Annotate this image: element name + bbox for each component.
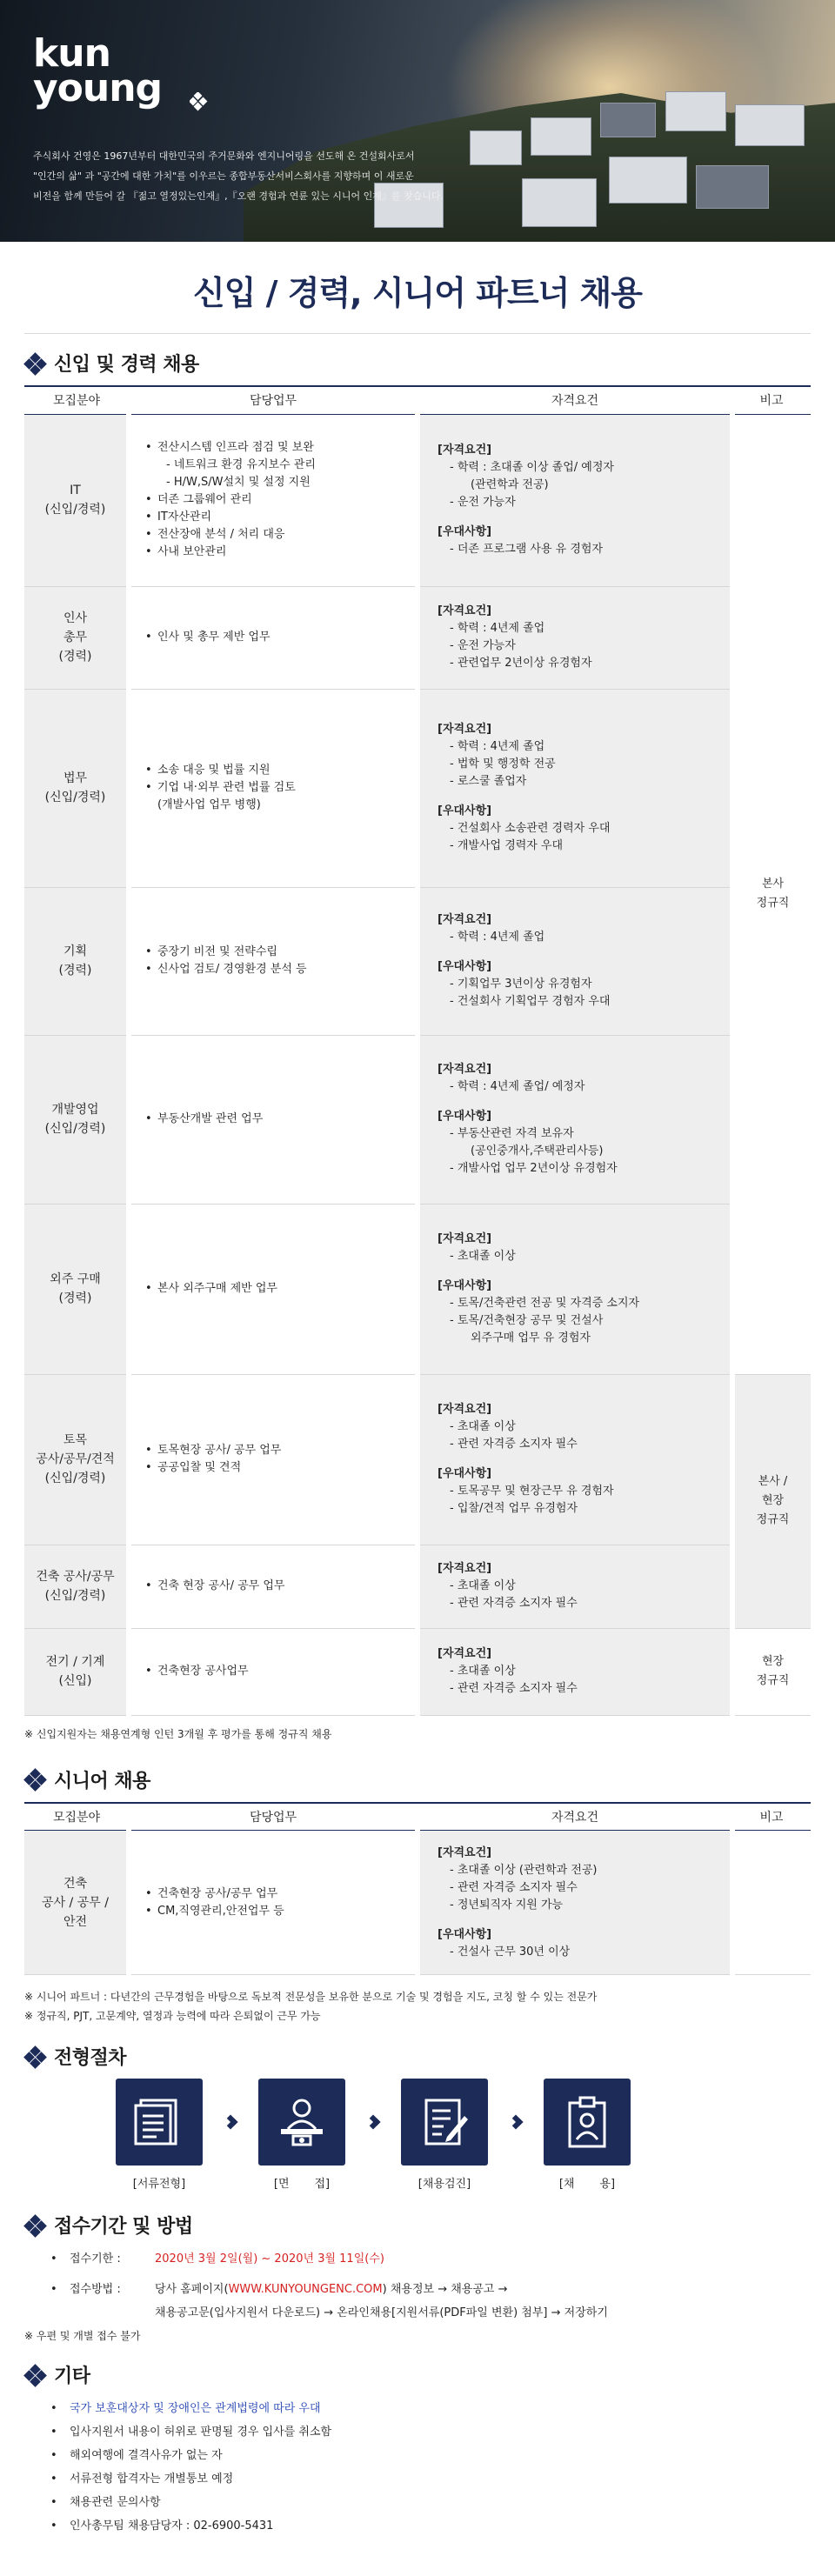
duty-item: • 부동산개발 관련 업무 (145, 1111, 406, 1128)
requirement-item: - 기획업무 3년이상 유경험자 (450, 978, 592, 991)
field-label: 건축 (63, 1876, 88, 1891)
requirement-heading: [우대사항] (438, 1279, 492, 1292)
requirement-heading: [자격요건] (438, 1562, 492, 1575)
duty-cell (129, 1545, 418, 1628)
duty-item: • 신사업 검토/ 경영환경 분석 등 (145, 961, 406, 978)
note-cell (732, 1831, 811, 1975)
requirement-item: - 토목/건축관련 전공 및 자격증 소지자 (450, 1297, 640, 1310)
duty-list (145, 762, 406, 814)
requirement-cell (418, 1374, 732, 1545)
process-flow (116, 2079, 811, 2191)
process-step (544, 2079, 631, 2191)
requirement-item: - 토목공무 및 현장근무 유 경험자 (450, 1485, 614, 1498)
requirement-item: - 학력 : 초대졸 이상 졸업/ 예정자 (450, 461, 614, 474)
senior-table (24, 1802, 811, 1976)
period-value: 2020년 3월 2일(월) ~ 2020년 3월 11일(수) (155, 2252, 384, 2266)
requirement-heading: [자격요건] (438, 1232, 492, 1245)
column-header: 모집분야 (24, 1803, 129, 1831)
field-cell (24, 586, 129, 689)
duty-item: • 건축현장 공사/공무 업무 (145, 1885, 406, 1903)
note-label: 본사 (761, 878, 785, 891)
field-label: 공사/공무/견적 (36, 1452, 115, 1466)
requirement-cell (418, 586, 732, 689)
field-label: (신입/경력) (44, 1122, 106, 1136)
field-label: (신입/경력) (44, 1589, 106, 1603)
footnote-line: ※ 시니어 파트너 : 다년간의 근무경험을 바탕으로 독보적 전문성을 보유한 분으로 기술 및 경험을 지도, 코칭 할 수 있는 전문가 (24, 1991, 598, 2003)
table-row (24, 689, 811, 887)
requirement-item: - 입찰/견적 업무 유경험자 (450, 1502, 578, 1515)
spacer (438, 1265, 721, 1278)
requirement-cell (418, 414, 732, 586)
duty-list (145, 1442, 406, 1477)
field-label: (신입/경력) (44, 1472, 106, 1485)
requirement-cell (418, 1035, 732, 1204)
section-title: 기타 (54, 2366, 90, 2387)
requirement-item: - 건설사 근무 30년 이상 (450, 1945, 571, 1959)
intro-line: 비전을 함께 만들어 갈 『젊고 열정있는인재』,『오랜 경험과 연륜 있는 시니어 인재』를 찾습니다. (33, 190, 444, 202)
section-heading (24, 350, 811, 377)
duty-cell (129, 1831, 418, 1975)
period-key: 접수기한 : (70, 2252, 121, 2266)
table-row (24, 1374, 811, 1545)
requirement-item: - 개발사업 경력자 우대 (450, 839, 564, 852)
section-title: 전형절차 (54, 2047, 127, 2069)
footnote-line: ※ 정규직, PJT, 고문계약, 열정과 능력에 따라 은퇴없이 근무 가능 (24, 2010, 321, 2022)
intro-line: "인간의 삶" 과 "공간에 대한 가치"를 이우르는 종합부동산서비스회사를 지향하며 이 새로운 (33, 170, 414, 182)
chevron-right-icon (345, 2079, 401, 2166)
list-item (50, 2491, 811, 2514)
step-label: [채용검진] (418, 2178, 471, 2191)
diamond-bullet-icon (24, 2366, 47, 2385)
spacer (438, 1096, 721, 1108)
duty-item: • 사내 보안관리 (145, 544, 406, 561)
section-senior (24, 1766, 811, 2026)
spacer (438, 1914, 721, 1926)
section-application (24, 2212, 811, 2346)
column-header: 자격요건 (418, 386, 732, 414)
requirement-heading: [우대사항] (438, 1467, 492, 1480)
list-item (50, 2397, 811, 2420)
section-title: 시니어 채용 (54, 1770, 150, 1792)
requirement-item: - 정년퇴직자 지원 가능 (450, 1898, 564, 1912)
requirement-item: - 관련 자격증 소지자 필수 (450, 1682, 578, 1695)
duty-list (145, 1663, 406, 1680)
duty-item: • 건축현장 공사업무 (145, 1663, 406, 1680)
note-label: 현장 (761, 1655, 785, 1668)
column-header: 자격요건 (418, 1803, 732, 1831)
duty-item: • 토목현장 공사/ 공무 업무 (145, 1442, 406, 1459)
requirement-cell (418, 887, 732, 1035)
building-image (600, 103, 656, 137)
duty-item: • 공공입찰 및 견적 (145, 1459, 406, 1477)
requirement-item: - 학력 : 4년제 졸업 (450, 622, 545, 635)
requirement-item: - 학력 : 4년제 졸업 (450, 931, 545, 944)
field-cell (24, 1628, 129, 1715)
building-image (735, 104, 805, 146)
requirement-heading: [자격요건] (438, 604, 492, 617)
table-header-row (24, 386, 811, 414)
chevron-right-icon (488, 2079, 544, 2166)
duty-item: • 소송 대응 및 법률 지원 (145, 762, 406, 779)
field-cell (24, 1545, 129, 1628)
process-step (258, 2079, 345, 2191)
requirement-cell (418, 1545, 732, 1628)
requirement-heading: [자격요건] (438, 444, 492, 457)
table-header-row (24, 1803, 811, 1831)
field-cell (24, 689, 129, 887)
section-heading (24, 2361, 811, 2388)
note-cell (732, 1628, 811, 1715)
requirement-heading: [우대사항] (438, 960, 492, 973)
list-item-text: 채용관련 문의사항 (70, 2496, 161, 2509)
column-header: 비고 (732, 1803, 811, 1831)
field-label: (신입) (58, 1674, 92, 1688)
requirement-heading: [우대사항] (438, 804, 492, 818)
duty-item: • 전산시스템 인프라 점검 및 보완 (145, 439, 406, 457)
requirement-item: - 초대졸 이상 (450, 1420, 516, 1433)
field-label: IT (70, 484, 81, 497)
duty-cell (129, 689, 418, 887)
homepage-link[interactable]: WWW.KUNYOUNGENC.COM (228, 2283, 383, 2296)
footnote (24, 1987, 811, 2025)
requirement-item: - 관련 자격증 소지자 필수 (450, 1438, 578, 1451)
field-cell (24, 1035, 129, 1204)
building-image (665, 91, 726, 131)
list-item (50, 2514, 811, 2538)
company-logo (33, 31, 163, 110)
building-image (609, 157, 687, 204)
duty-cell (129, 1374, 418, 1545)
duty-item: • 기업 내·외부 관련 법률 검토 (145, 779, 406, 797)
field-label: 외주 구매 (50, 1272, 101, 1286)
method-key: 접수방법 : (70, 2283, 121, 2296)
requirement-item: - 로스쿨 졸업자 (450, 775, 527, 788)
application-list (50, 2247, 811, 2325)
column-header: 비고 (732, 386, 811, 414)
requirement-item: - 관련업무 2년이상 유경험자 (450, 657, 592, 670)
column-header: 모집분야 (24, 386, 129, 414)
id-badge-icon (544, 2079, 631, 2166)
requirement-item: (공인중개사,주택관리사등) (471, 1145, 604, 1158)
requirement-item: - 운전 가능자 (450, 639, 516, 652)
duty-item: • 인사 및 총무 제반 업무 (145, 629, 406, 646)
field-cell (24, 887, 129, 1035)
duty-cell (129, 586, 418, 689)
field-label: (경력) (58, 1291, 92, 1305)
chevron-right-icon (203, 2079, 258, 2166)
list-item (50, 2467, 811, 2491)
logo-line2: young (33, 66, 163, 110)
process-step (401, 2079, 488, 2191)
diamond-bullet-icon (24, 2047, 47, 2066)
duty-item: • 본사 외주구매 제반 업무 (145, 1280, 406, 1298)
table-row (24, 1035, 811, 1204)
field-label: (신입/경력) (44, 503, 106, 517)
recruit-table (24, 385, 811, 1716)
spacer (438, 946, 721, 958)
requirement-cell (418, 1628, 732, 1715)
method-text: 채용공고문(입사지원서 다운로드) → 온라인채용[지원서류(PDF파일 변환) 첨부] → 저장하기 (155, 2306, 608, 2319)
company-intro (33, 146, 572, 206)
duty-item: (개발사업 업무 병행) (157, 798, 261, 811)
requirement-item: - 토목/건축현장 공무 및 건설사 (450, 1314, 604, 1327)
logo-line1: kun (33, 31, 110, 76)
interview-icon (258, 2079, 345, 2166)
list-item-text: 입사지원서 내용이 허위로 판명될 경우 입사를 취소함 (70, 2426, 332, 2439)
column-header: 담당업무 (129, 1803, 418, 1831)
requirement-item: - 관련 자격증 소지자 필수 (450, 1597, 578, 1610)
requirement-item: - 학력 : 4년제 졸업 (450, 740, 545, 753)
requirement-item: (관련학과 전공) (471, 478, 549, 491)
process-step (116, 2079, 203, 2191)
section-etc (24, 2361, 811, 2555)
duty-list (145, 1111, 406, 1128)
table-row (24, 586, 811, 689)
page-title: 신입 / 경력, 시니어 파트너 채용 (193, 274, 642, 312)
note-label: 정규직 (756, 897, 790, 910)
field-label: 개발영업 (51, 1103, 99, 1117)
requirement-item: - 운전 가능자 (450, 496, 516, 509)
requirement-cell (418, 689, 732, 887)
field-label: 토목 (63, 1433, 88, 1447)
footnote: ※ 신입지원자는 채용연계형 인턴 3개월 후 평가를 통해 정규직 채용 (24, 1727, 332, 1740)
requirement-heading: [자격요건] (438, 1845, 492, 1859)
duty-list (145, 944, 406, 978)
duty-cell (129, 1035, 418, 1204)
requirement-item: - 학력 : 4년제 졸업/ 예정자 (450, 1080, 585, 1093)
requirement-item: - 초대졸 이상 (450, 1250, 516, 1263)
list-item-text: 인사총무팀 채용담당자 : 02-6900-5431 (70, 2519, 274, 2533)
duty-item: • 중장기 비전 및 전략수립 (145, 944, 406, 961)
duty-cell (129, 1628, 418, 1715)
requirement-item: - 더존 프로그램 사용 유 경험자 (450, 543, 604, 556)
requirement-heading: [자격요건] (438, 913, 492, 926)
field-cell (24, 1204, 129, 1374)
section-heading (24, 2212, 811, 2239)
diamond-bullet-icon (24, 2216, 47, 2235)
field-label: 인사 (63, 611, 88, 625)
note-label: 정규직 (756, 1513, 790, 1526)
column-header: 담당업무 (129, 386, 418, 414)
field-cell (24, 1831, 129, 1975)
section-process (24, 2043, 811, 2191)
list-item (50, 2444, 811, 2467)
field-label: 안전 (63, 1914, 88, 1929)
duty-item: - H/W,S/W설치 및 설정 지원 (166, 476, 311, 489)
diamond-bullet-icon (24, 354, 47, 373)
duty-list (145, 1280, 406, 1298)
requirement-heading: [자격요건] (438, 1647, 492, 1660)
note-cell (732, 1374, 811, 1628)
field-label: (경력) (58, 650, 92, 664)
diamond-bullet-icon (24, 1770, 47, 1789)
requirement-item: - 건설회사 기획업무 경험자 우대 (450, 995, 611, 1008)
checkup-icon (401, 2079, 488, 2166)
method-text: 당사 홈페이지( (155, 2283, 229, 2296)
duty-cell (129, 414, 418, 586)
list-item-text: 국가 보훈대상자 및 장애인은 관계법령에 따라 우대 (70, 2402, 321, 2415)
duty-list (145, 629, 406, 646)
step-label: [면 접] (273, 2178, 331, 2191)
field-label: 법무 (63, 771, 88, 785)
list-item (50, 2247, 811, 2271)
table-row (24, 1628, 811, 1715)
field-cell (24, 1374, 129, 1545)
divider (24, 333, 811, 334)
requirement-item: - 초대졸 이상 (450, 1579, 516, 1592)
requirement-heading: [우대사항] (438, 1110, 492, 1123)
intro-line: 주식회사 건영은 1967년부터 대한민국의 주거문화와 엔지니어링을 선도해 온 건설회사로서 (33, 150, 415, 162)
requirement-item: - 개발사업 업무 2년이상 유경험자 (450, 1162, 618, 1175)
table-row (24, 1831, 811, 1975)
requirement-item: - 초대졸 이상 (관련학과 전공) (450, 1863, 598, 1877)
spacer (438, 1453, 721, 1465)
list-item (50, 2420, 811, 2444)
requirement-heading: [자격요건] (438, 1403, 492, 1416)
field-label: 총무 (63, 631, 88, 644)
field-label: (경력) (58, 964, 92, 978)
field-label: 전기 / 기계 (45, 1655, 105, 1669)
table-row (24, 1545, 811, 1628)
requirement-item: 외주구매 업무 유 경험자 (471, 1331, 591, 1345)
duty-item: • CM,직영관리,안전업무 등 (145, 1903, 406, 1920)
hero-banner (0, 0, 835, 242)
note-label: 현장 (761, 1494, 785, 1507)
duty-cell (129, 1204, 418, 1374)
section-title: 접수기간 및 방법 (54, 2216, 193, 2238)
field-label: 건축 공사/공무 (36, 1570, 115, 1584)
footnote: ※ 우편 및 개별 접수 불가 (24, 2330, 141, 2342)
table-row (24, 414, 811, 586)
note-label: 정규직 (756, 1674, 790, 1687)
duty-item: • 더존 그룹웨어 관리 (145, 491, 406, 509)
requirement-item: - 초대졸 이상 (450, 1665, 516, 1678)
requirement-item: - 법학 및 행정학 전공 (450, 757, 556, 771)
requirement-heading: [자격요건] (438, 723, 492, 736)
requirement-heading: [우대사항] (438, 1927, 492, 1941)
requirement-item: - 건설회사 소송관련 경력자 우대 (450, 822, 611, 835)
duty-list (145, 1578, 406, 1595)
section-heading (24, 1766, 811, 1793)
field-label: 기획 (63, 944, 88, 958)
requirement-heading: [자격요건] (438, 1063, 492, 1076)
recruit-table-body (24, 414, 811, 1715)
duty-item: • IT자산관리 (145, 509, 406, 526)
list-item-text: 해외여행에 결격사유가 없는 자 (70, 2449, 223, 2462)
duty-item: - 네트워크 환경 유지보수 관리 (166, 458, 316, 471)
list-item (50, 2278, 811, 2325)
spacer (438, 511, 721, 524)
method-text: ) 채용정보 → 채용공고 → (382, 2283, 508, 2296)
duty-item: • 건축 현장 공사/ 공무 업무 (145, 1578, 406, 1595)
document-icon (116, 2079, 203, 2166)
duty-cell (129, 887, 418, 1035)
field-label: (신입/경력) (44, 791, 106, 804)
etc-list (50, 2397, 811, 2538)
spacer (438, 791, 721, 803)
note-cell (732, 414, 811, 1374)
section-new-and-experienced (24, 350, 811, 1744)
requirement-item: - 부동산관련 자격 보유자 (450, 1127, 574, 1140)
table-row (24, 887, 811, 1035)
field-label: 공사 / 공무 / (42, 1895, 109, 1910)
requirement-cell (418, 1204, 732, 1374)
field-cell (24, 414, 129, 586)
duty-list (145, 439, 406, 561)
requirement-cell (418, 1831, 732, 1975)
note-label: 본사 / (758, 1475, 788, 1488)
section-title: 신입 및 경력 채용 (54, 354, 199, 376)
table-row (24, 1204, 811, 1374)
step-label: [채 용] (558, 2178, 616, 2191)
duty-item: • 전산장애 분석 / 처리 대응 (145, 526, 406, 544)
requirement-item: - 관련 자격증 소지자 필수 (450, 1880, 578, 1894)
building-image (696, 165, 769, 209)
list-item-text: 서류전형 합격자는 개별통보 예정 (70, 2473, 234, 2486)
logo-diamond-icon (190, 92, 209, 111)
section-heading (24, 2043, 811, 2070)
step-label: [서류전형] (132, 2178, 186, 2191)
requirement-heading: [우대사항] (438, 525, 492, 538)
